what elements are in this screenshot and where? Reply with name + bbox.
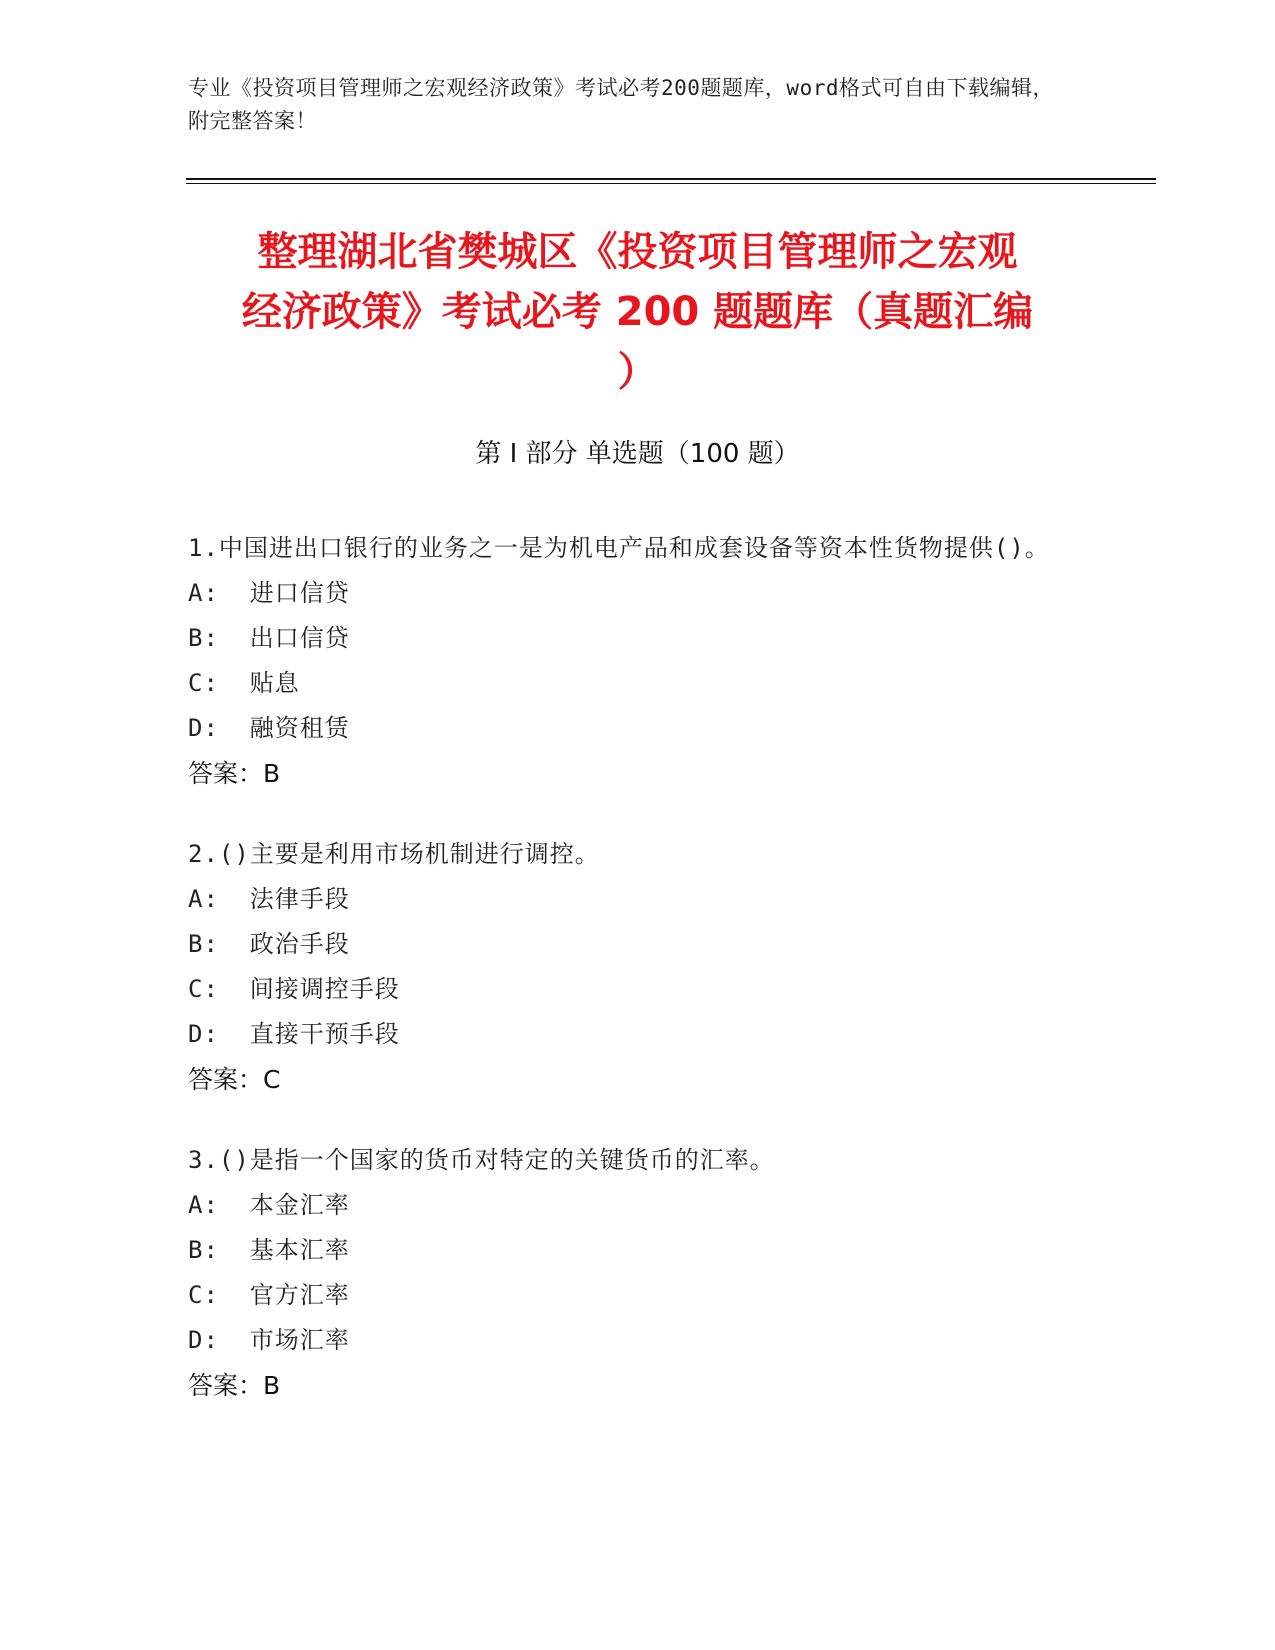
option-a: A: 进口信贷 (188, 579, 350, 607)
document-title-line-2: 经济政策》考试必考 200 题题库（真题汇编 (241, 289, 1034, 335)
question-stem: 2.()主要是利用市场机制进行调控。 (188, 840, 600, 868)
document-title (150, 222, 1125, 402)
document-title-line-3: ） (617, 349, 658, 395)
answer: 答案：C (188, 1065, 281, 1094)
option-d: D: 市场汇率 (188, 1326, 350, 1354)
section-title: 第 I 部分 单选题（100 题） (475, 439, 800, 469)
question-list (188, 526, 1068, 1444)
option-c: C: 贴息 (188, 669, 300, 697)
header-note: 专业《投资项目管理师之宏观经济政策》考试必考200题题库，word格式可自由下载编辑，附完整答案！ (188, 76, 1054, 133)
option-a: A: 本金汇率 (188, 1191, 350, 1219)
question-stem: 3.()是指一个国家的货币对特定的关键货币的汇率。 (188, 1146, 775, 1174)
option-b: B: 基本汇率 (188, 1236, 350, 1264)
document-title-line-1: 整理湖北省樊城区《投资项目管理师之宏观 (257, 229, 1018, 275)
option-a: A: 法律手段 (188, 885, 350, 913)
option-c: C: 官方汇率 (188, 1281, 350, 1309)
question-stem: 1.中国进出口银行的业务之一是为机电产品和成套设备等资本性货物提供()。 (188, 534, 1050, 562)
option-d: D: 融资租赁 (188, 714, 350, 742)
question-2 (188, 832, 1068, 1102)
answer: 答案：B (188, 759, 281, 788)
option-b: B: 政治手段 (188, 930, 350, 958)
question-3 (188, 1138, 1068, 1408)
answer: 答案：B (188, 1371, 281, 1400)
header-divider-thick (186, 178, 1156, 180)
option-d: D: 直接干预手段 (188, 1020, 400, 1048)
question-1 (188, 526, 1068, 796)
option-b: B: 出口信贷 (188, 624, 350, 652)
option-c: C: 间接调控手段 (188, 975, 400, 1003)
header-divider-thin (186, 183, 1156, 184)
